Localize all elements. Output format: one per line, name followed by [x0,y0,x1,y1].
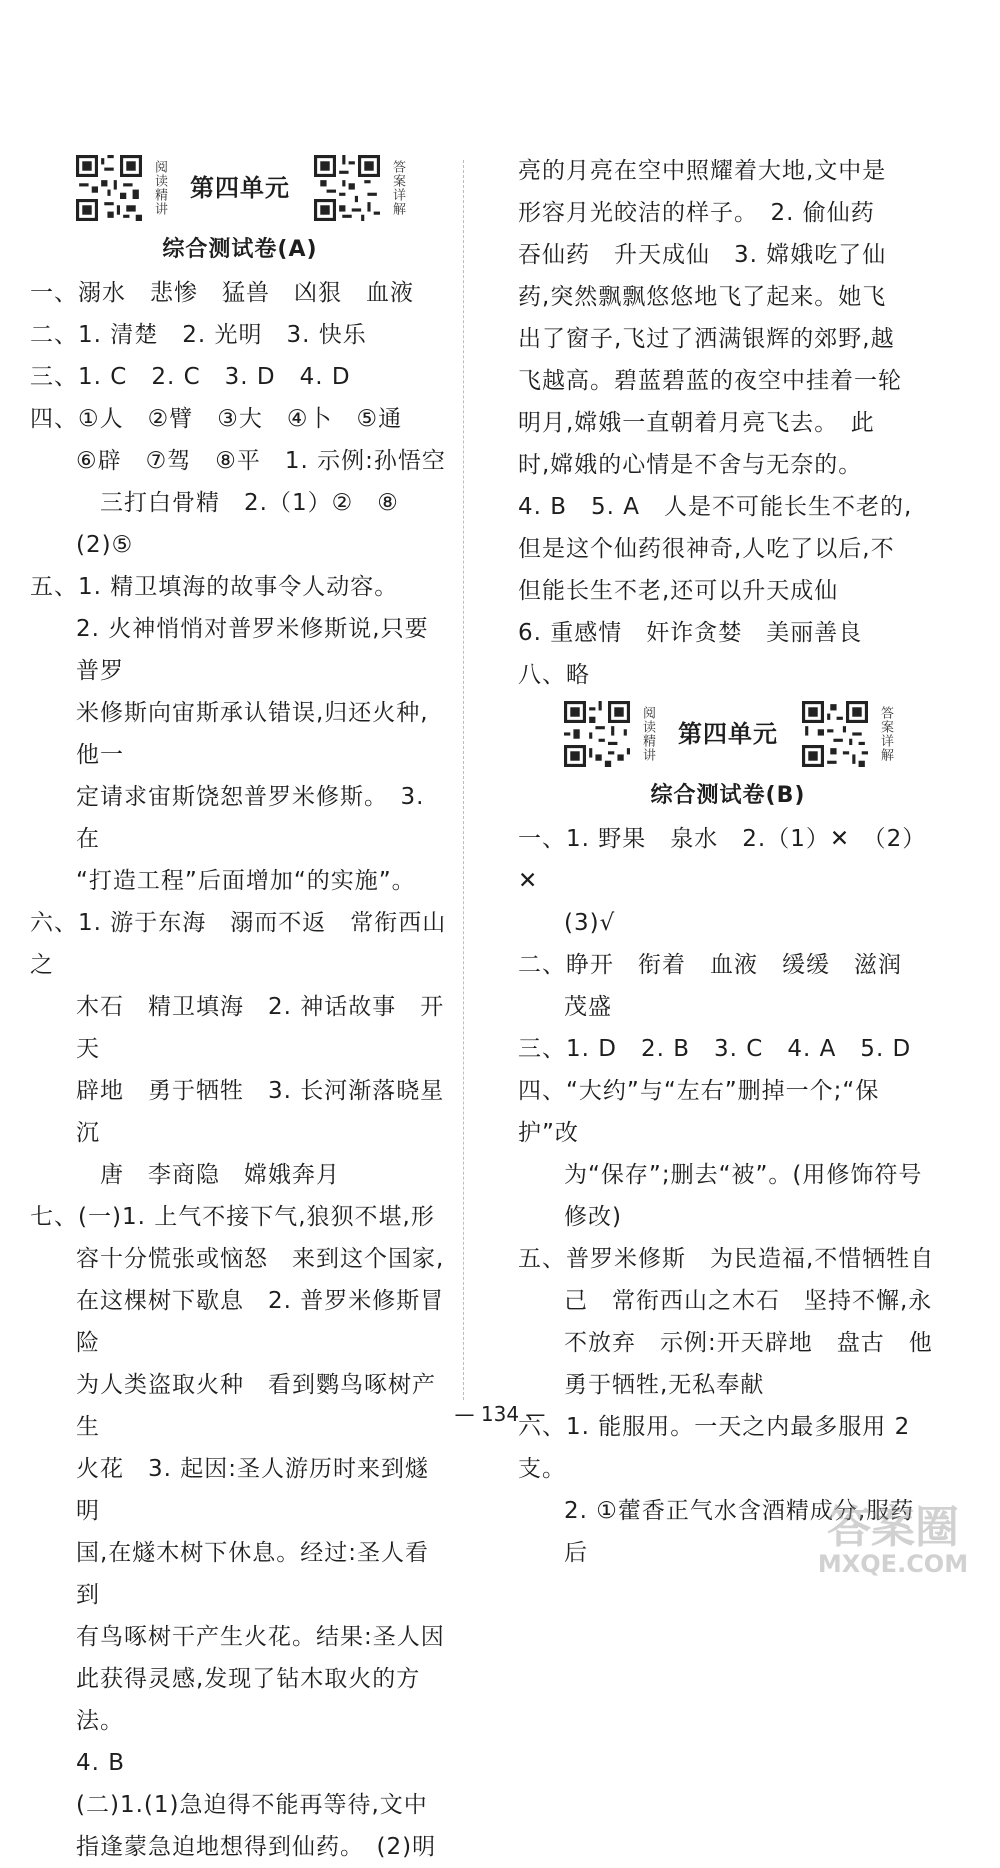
right-column [518,150,938,1574]
qr-label-reading: 阅读精讲 [152,160,167,216]
answer-line: 七、(一)1. 上气不接下气,狼狈不堪,形 [30,1204,435,1230]
answer-line: 亮的月亮在空中照耀着大地,文中是 [518,158,887,184]
answer-line: 火花 3. 起因:圣人游历时来到燧明 [76,1456,430,1524]
answer-line: 指逢蒙急迫地想得到仙药。 (2)明 [76,1834,437,1860]
answer-line: 在这棵树下歇息 2. 普罗米修斯冒险 [76,1288,445,1356]
answer-line: 三、1. D 2. B 3. C 4. A 5. D [518,1036,912,1062]
answer-line: 五、1. 精卫填海的故事令人动容。 [30,574,399,600]
answer-line: 辟地 勇于牺牲 3. 长河渐落晓星沉 [76,1078,445,1146]
left-column [30,150,450,1868]
answer-line: 三、1. C 2. C 3. D 4. D [30,364,351,390]
answer-line: 4. B 5. A 人是不可能长生不老的, [518,494,913,520]
answer-line: 6. 重感情 奸诈贪婪 美丽善良 [518,620,863,646]
answer-line: 修改) [564,1204,622,1230]
answer-line: ⑥辟 ⑦驾 ⑧平 1. 示例:孙悟空 [76,448,446,474]
answer-line: 为“保存”;删去“被”。(用修饰符号 [564,1162,923,1188]
paper-title: 综合测试卷(B) [650,783,806,808]
paper-title: 综合测试卷(A) [162,237,318,262]
answer-line: 药,突然飘飘悠悠地飞了起来。她飞 [518,284,887,310]
answer-line: 六、1. 能服用。一天之内最多服用 2 支。 [518,1414,911,1482]
page-number: — 134 — [454,1402,546,1426]
answer-line: 2. ①藿香正气水含酒精成分,服药后 [564,1498,915,1566]
answer-list-left [30,272,450,1868]
answer-line: 形容月光皎洁的样子。 2. 偷仙药 [518,200,875,226]
answer-line: 国,在燧木树下休息。经过:圣人看到 [76,1540,430,1608]
answer-line: 不放弃 示例:开天辟地 盘古 他 [564,1330,933,1356]
qr-code-icon[interactable] [314,155,380,221]
answer-line: 四、“大约”与“左右”删掉一个;“保护”改 [518,1078,880,1146]
qr-label-reading: 阅读精讲 [640,706,655,762]
answer-line: 唐 李商隐 嫦娥奔月 [100,1162,340,1188]
unit-header-b [518,696,938,772]
answer-line: 但能长生不老,还可以升天成仙 [518,578,839,604]
answer-line: 吞仙药 升天成仙 3. 嫦娥吃了仙 [518,242,887,268]
answer-line: 勇于牺牲,无私奉献 [564,1372,765,1398]
answer-line: (二)1.(1)急迫得不能再等待,文中 [76,1792,428,1818]
answer-line: 有鸟啄树干产生火花。结果:圣人因 [76,1624,445,1650]
answer-line: 四、①人 ②臂 ③大 ④卜 ⑤通 [30,406,403,432]
answer-line: 八、略 [518,662,590,688]
answer-line: 明月,嫦娥一直朝着月亮飞去。 此 [518,410,875,436]
column-divider [463,160,464,1400]
answer-line: 一、1. 野果 泉水 2.（1）✕ （2）✕ [518,826,927,894]
unit-title: 第四单元 [678,720,778,748]
answer-line: 出了窗子,飞过了洒满银辉的郊野,越 [518,326,895,352]
qr-code-icon[interactable] [802,701,868,767]
answer-list-right-top [518,150,938,696]
answer-line: 木石 精卫填海 2. 神话故事 开天 [76,994,445,1062]
answer-line: 4. B [76,1750,126,1776]
answer-line: 定请求宙斯饶恕普罗米修斯。 3. 在 [76,784,425,852]
answer-line: 飞越高。碧蓝碧蓝的夜空中挂着一轮 [518,368,902,394]
qr-code-icon[interactable] [564,701,630,767]
qr-label-answers: 答案详解 [878,706,893,762]
qr-code-icon[interactable] [76,155,142,221]
answer-line: 己 常衔西山之木石 坚持不懈,永 [564,1288,933,1314]
answer-line: (3)√ [564,910,616,936]
unit-title: 第四单元 [190,174,290,202]
answer-line: 二、睁开 衔着 血液 缓缓 滋润 [518,952,902,978]
unit-header-a [30,150,450,226]
answer-line: 五、普罗米修斯 为民造福,不惜牺牲自 [518,1246,935,1272]
qr-label-answers: 答案详解 [390,160,405,216]
answer-line: (2)⑤ [76,532,134,558]
answer-list-right-bottom [518,818,938,1574]
watermark-logo [808,1487,978,1582]
answer-line: 三打白骨精 2.（1）② ⑧ [100,490,399,516]
answer-line: “打造工程”后面增加“的实施”。 [76,868,416,894]
answer-line: 容十分慌张或恼怒 来到这个国家, [76,1246,445,1272]
answer-line: 一、溺水 悲惨 猛兽 凶狠 血液 [30,280,414,306]
answer-line: 2. 火神悄悄对普罗米修斯说,只要普罗 [76,616,429,684]
watermark-subtext: MXQE.COM [817,1550,969,1578]
answer-line: 时,嫦娥的心情是不舍与无奈的。 [518,452,863,478]
watermark-text: 答案圈 [827,1502,959,1553]
answer-line: 此获得灵感,发现了钻木取火的方法。 [76,1666,421,1734]
answer-line: 但是这个仙药很神奇,人吃了以后,不 [518,536,895,562]
answer-line: 茂盛 [564,994,612,1020]
answer-line: 米修斯向宙斯承认错误,归还火种,他一 [76,700,429,768]
answer-line: 六、1. 游于东海 溺而不返 常衔西山之 [30,910,447,978]
answer-line: 二、1. 清楚 2. 光明 3. 快乐 [30,322,367,348]
answer-line: 为人类盗取火种 看到鹦鸟啄树产生 [76,1372,436,1440]
